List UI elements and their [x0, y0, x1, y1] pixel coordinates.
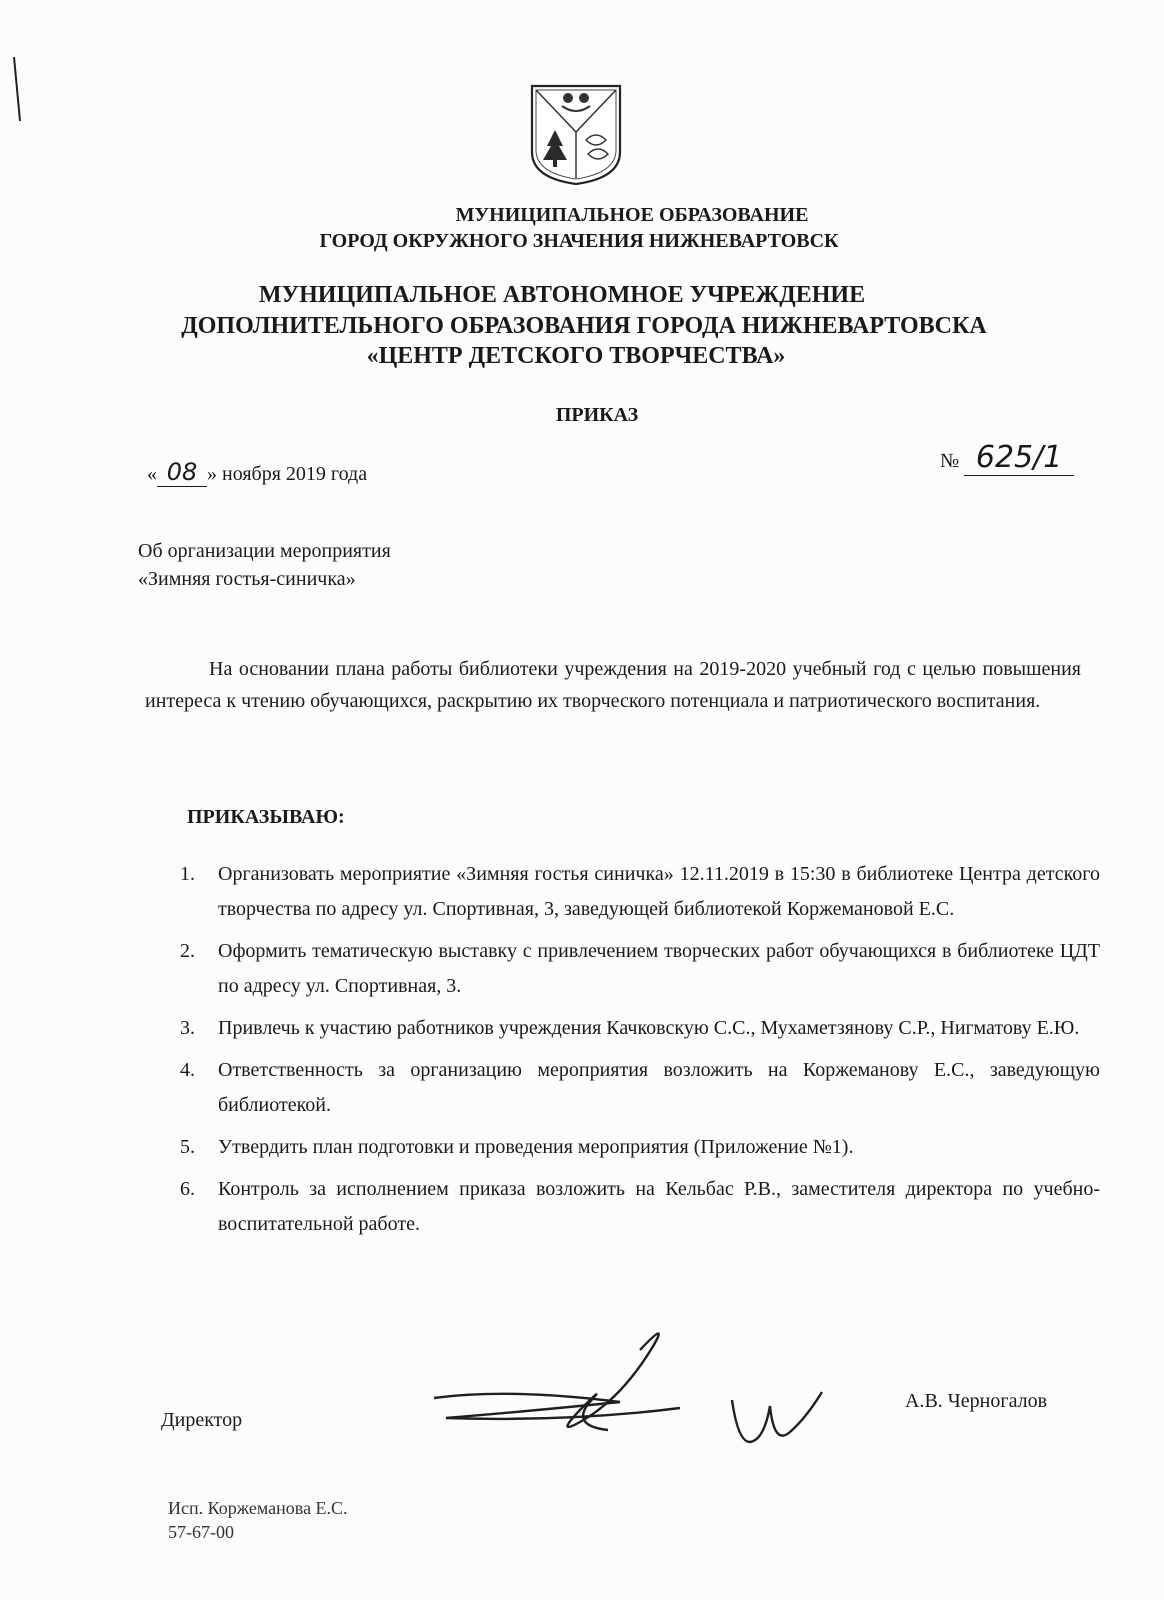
number-label: №	[940, 450, 960, 472]
list-item	[180, 1011, 1100, 1046]
item-number: 4.	[180, 1059, 195, 1081]
item-text: Оформить тематическую выставку с привлечением творческих работ обучающихся в библиотеке ЦДТ по адресу ул. Спортивная, 3.	[218, 940, 1100, 997]
order-number	[940, 440, 1074, 476]
order-subject	[138, 537, 391, 593]
executor-name: Исп. Коржеманова Е.С.	[168, 1498, 348, 1518]
item-text: Контроль за исполнением приказа возложить на Кельбас Р.В., заместителя директора по учебно-воспитательной работе.	[218, 1178, 1100, 1235]
order-word: ПРИКАЗЫВАЮ:	[187, 806, 345, 828]
subject-line-1: Об организации мероприятия	[138, 540, 391, 562]
list-item	[180, 934, 1100, 1004]
institution-line-2: ДОПОЛНИТЕЛЬНОГО ОБРАЗОВАНИЯ ГОРОДА НИЖНЕВАРТОВСКА	[181, 313, 987, 339]
item-number: 2.	[180, 940, 195, 962]
number-value: 625/1	[964, 440, 1074, 476]
item-text: Утвердить план подготовки и проведения мероприятия (Приложение №1).	[218, 1136, 854, 1158]
signature-icon	[420, 1318, 860, 1468]
document-type: ПРИКАЗ	[555, 404, 639, 426]
item-number: 3.	[180, 1017, 195, 1039]
item-text: Организовать мероприятие «Зимняя гостья синичка» 12.11.2019 в 15:30 в библиотеке Центра детского творчества по адресу ул. Спортивная, 3, заведующей библиотекой Коржемановой Е.С.	[218, 863, 1100, 920]
preamble-paragraph	[145, 653, 1081, 717]
municipality-line-2: ГОРОД ОКРУЖНОГО ЗНАЧЕНИЯ НИЖНЕВАРТОВСК	[319, 230, 839, 252]
order-items	[180, 857, 1100, 1249]
coat-of-arms-icon	[528, 82, 624, 186]
municipality-line-1: МУНИЦИПАЛЬНОЕ ОБРАЗОВАНИЕ	[455, 204, 809, 226]
executor-phone: 57-67-00	[168, 1522, 234, 1542]
preamble-text: На основании плана работы библиотеки учреждения на 2019-2020 учебный год с целью повышения интереса к чтению обучающихся, раскрытию их творческого потенциала и патриотического воспитания.	[145, 658, 1081, 712]
list-item	[180, 857, 1100, 927]
margin-mark-icon	[8, 55, 28, 125]
date-day: 08	[157, 458, 207, 487]
signatory-name: А.В. Черногалов	[905, 1390, 1048, 1412]
executor-block	[168, 1496, 348, 1544]
institution-line-1: МУНИЦИПАЛЬНОЕ АВТОНОМНОЕ УЧРЕЖДЕНИЕ	[258, 282, 866, 308]
item-text: Привлечь к участию работников учреждения Качковскую С.С., Мухаметзянову С.Р., Нигматову Е.Ю.	[218, 1017, 1080, 1039]
item-number: 5.	[180, 1136, 195, 1158]
subject-line-2: «Зимняя гостья-синичка»	[138, 568, 356, 590]
list-item	[180, 1130, 1100, 1165]
signatory-position: Директор	[161, 1409, 243, 1431]
list-item	[180, 1053, 1100, 1123]
item-number: 1.	[180, 863, 195, 885]
order-date	[147, 458, 367, 487]
date-month-year: ноября 2019 года	[222, 463, 368, 485]
list-item	[180, 1172, 1100, 1242]
institution-line-3: «ЦЕНТР ДЕТСКОГО ТВОРЧЕСТВА»	[366, 343, 786, 369]
date-open-quote: «	[147, 463, 157, 485]
item-text: Ответственность за организацию мероприятия возложить на Коржеманову Е.С., заведующую библиотекой.	[218, 1059, 1100, 1116]
item-number: 6.	[180, 1178, 195, 1200]
date-close-quote: »	[207, 463, 217, 485]
